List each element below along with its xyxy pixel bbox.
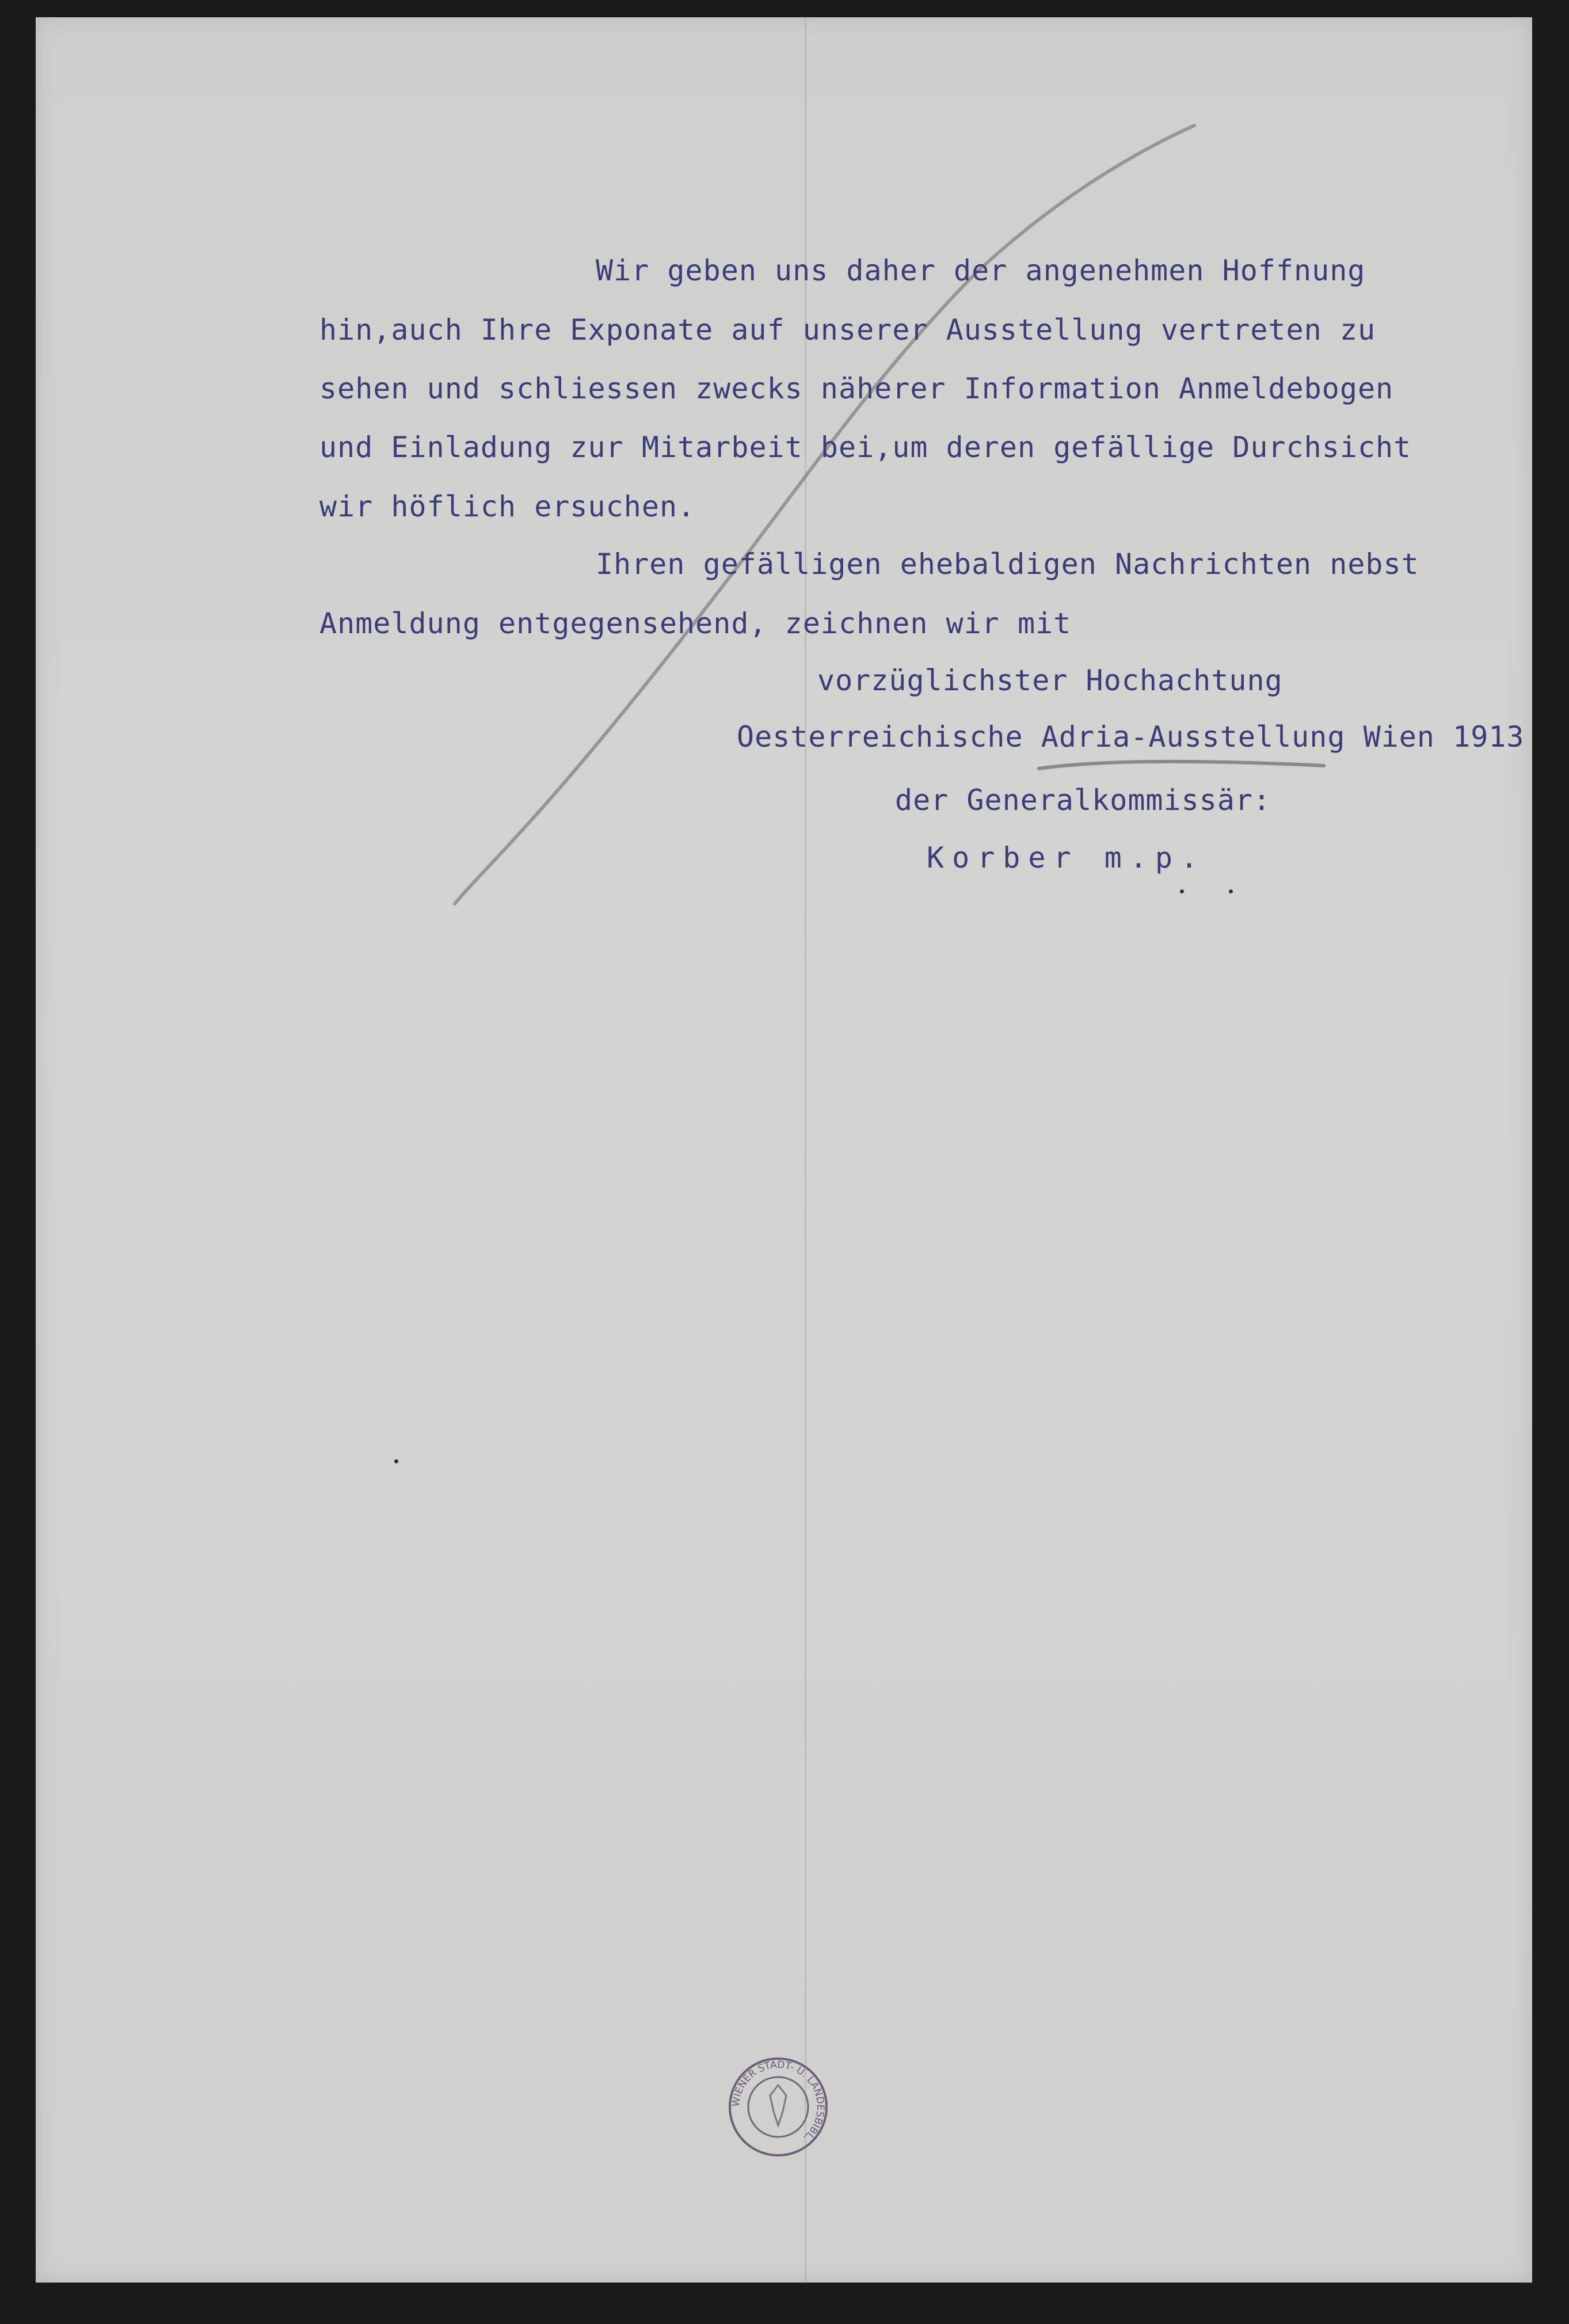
closing-salutation: vorzüglichster Hochachtung <box>817 664 1283 697</box>
closing-role: der Generalkommissär: <box>895 783 1271 817</box>
signature-line: Korber m.p. <box>927 841 1206 874</box>
letter-line: Anmeldung entgegensehend, zeichnen wir mit <box>319 607 1072 640</box>
paper-fold-crease <box>805 17 806 2283</box>
letter-line: Wir geben uns daher der angenehmen Hoffnung <box>596 254 1366 287</box>
paper-sheet <box>36 17 1532 2283</box>
letter-line: wir höflich ersuchen. <box>319 490 696 523</box>
ink-speck <box>394 1459 398 1463</box>
letter-line: hin,auch Ihre Exponate auf unserer Ausstellung vertreten zu <box>319 313 1376 347</box>
stamp-text: WIENER STADT- U. LANDESBIBL. <box>730 2059 827 2144</box>
library-stamp <box>726 2055 830 2159</box>
letter-line: sehen und schliessen zwecks näherer Information Anmeldebogen <box>319 372 1394 405</box>
closing-organization: Oesterreichische Adria-Ausstellung Wien 1913 <box>737 720 1525 754</box>
letter-line: und Einladung zur Mitarbeit bei,um deren gefällige Durchsicht <box>319 431 1412 464</box>
ink-speck <box>1180 889 1184 893</box>
letter-line: Ihren gefälligen ehebaldigen Nachrichten nebst <box>596 547 1419 581</box>
ink-speck <box>1229 889 1233 893</box>
